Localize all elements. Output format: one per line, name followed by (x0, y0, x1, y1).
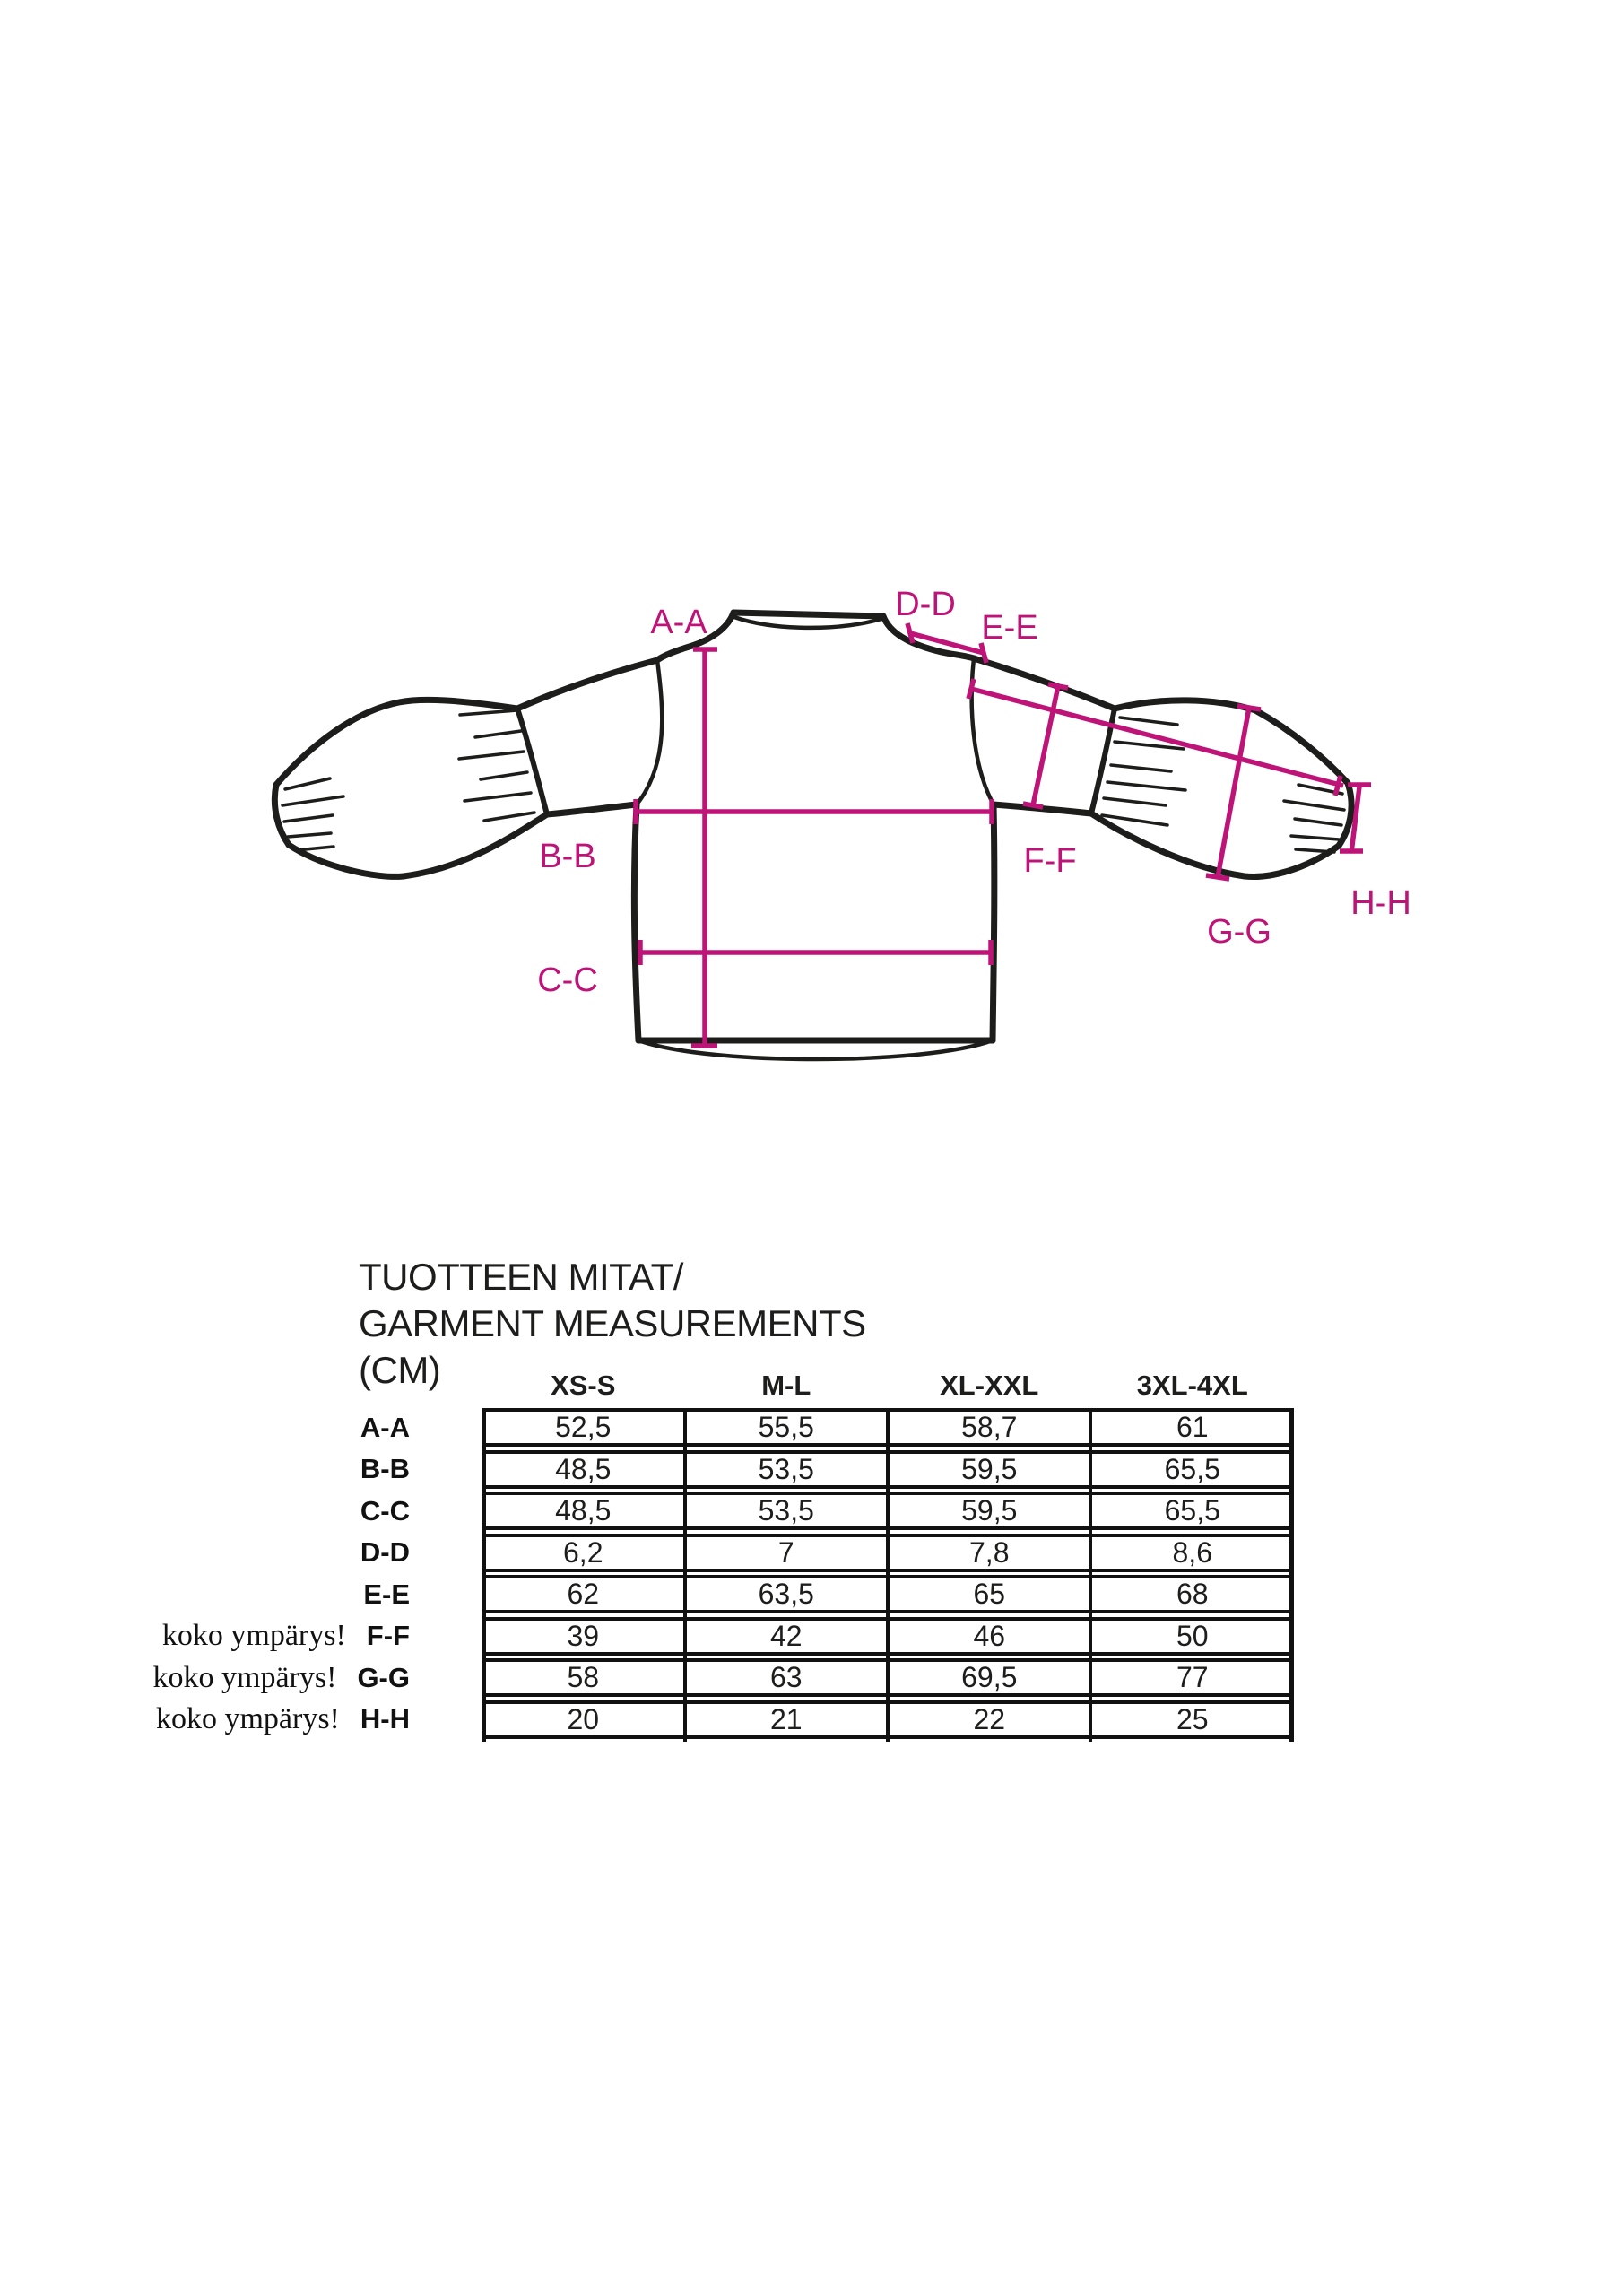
row-label: H-H (360, 1703, 410, 1735)
row-label: B-B (360, 1453, 410, 1484)
cell: 58,7 (961, 1411, 1018, 1443)
cell: 62 (567, 1578, 600, 1610)
row-label: C-C (360, 1494, 410, 1526)
measurements-table (482, 1408, 1294, 1742)
cell: 22 (973, 1702, 1006, 1735)
table-border-left (482, 1408, 486, 1742)
cell: 52,5 (555, 1411, 612, 1443)
row-label-hh (0, 1700, 482, 1739)
row-label-cc (0, 1492, 482, 1530)
label-ff: F-F (1023, 842, 1077, 880)
cell: 68 (1176, 1578, 1209, 1610)
cell: 61 (1176, 1411, 1209, 1443)
row-label: D-D (360, 1536, 410, 1568)
cell: 77 (1176, 1661, 1209, 1693)
row-label-ee (0, 1575, 482, 1613)
row-note: koko ympärys! (155, 1702, 340, 1735)
cell: 8,6 (1172, 1535, 1212, 1569)
row-label-ff (0, 1617, 482, 1656)
label-gg: G-G (1207, 913, 1271, 951)
label-aa: A-A (650, 604, 707, 641)
measurement-lines (636, 623, 1371, 1046)
row-label: F-F (366, 1620, 410, 1651)
cell: 58 (567, 1661, 600, 1693)
cell: 21 (769, 1702, 803, 1735)
size-column-headers (482, 1367, 1294, 1405)
cell: 48,5 (555, 1494, 612, 1526)
cell: 59,5 (961, 1494, 1018, 1526)
label-ee: E-E (981, 609, 1038, 647)
row-label-dd (0, 1534, 482, 1572)
cell: 59,5 (961, 1452, 1018, 1485)
cell: 53,5 (758, 1452, 814, 1485)
cell: 20 (567, 1702, 600, 1735)
cell: 6,2 (563, 1535, 603, 1569)
col-header-xs-s: XS-S (551, 1370, 616, 1401)
title-line-1: TUOTTEEN MITAT/ (359, 1256, 683, 1298)
row-label-bb (0, 1450, 482, 1489)
col-header-3xl-4xl: 3XL-4XL (1136, 1370, 1248, 1401)
title-line-3: (CM) (359, 1349, 441, 1391)
row-note: koko ympärys! (161, 1619, 346, 1652)
label-hh: H-H (1350, 884, 1411, 922)
row-label: G-G (357, 1661, 410, 1693)
cell: 46 (973, 1619, 1006, 1652)
cell: 25 (1176, 1702, 1209, 1735)
cell: 65 (973, 1578, 1006, 1610)
cell: 63 (769, 1661, 803, 1693)
garment-outline (274, 613, 1351, 1059)
column-divider (886, 1408, 890, 1742)
cell: 48,5 (555, 1452, 612, 1485)
column-divider (1089, 1408, 1092, 1742)
measurement-labels (537, 586, 1411, 999)
cell: 53,5 (758, 1494, 814, 1526)
column-divider (683, 1408, 687, 1742)
label-cc: C-C (537, 961, 598, 999)
row-label-aa (0, 1408, 482, 1447)
cell: 42 (769, 1619, 803, 1652)
cell: 39 (567, 1619, 600, 1652)
row-label-rail (0, 1408, 482, 1742)
cell: 63,5 (758, 1578, 814, 1610)
row-label-gg (0, 1658, 482, 1697)
cell: 65,5 (1164, 1452, 1220, 1485)
row-label: E-E (363, 1578, 410, 1610)
cell: 55,5 (758, 1411, 814, 1443)
label-bb: B-B (539, 838, 596, 875)
title-line-2: GARMENT MEASUREMENTS (359, 1302, 866, 1344)
cell: 65,5 (1164, 1494, 1220, 1526)
cell: 50 (1176, 1619, 1209, 1652)
cell: 7,8 (969, 1535, 1010, 1569)
col-header-xl-xxl: XL-XXL (940, 1370, 1039, 1401)
cell: 69,5 (961, 1661, 1018, 1693)
left-cuff-hatches (282, 778, 343, 850)
table-border-right (1289, 1408, 1294, 1742)
row-label: A-A (360, 1411, 410, 1443)
label-dd: D-D (895, 586, 956, 623)
row-note: koko ympärys! (152, 1660, 337, 1694)
cell: 7 (777, 1535, 794, 1569)
col-header-m-l: M-L (761, 1370, 812, 1401)
